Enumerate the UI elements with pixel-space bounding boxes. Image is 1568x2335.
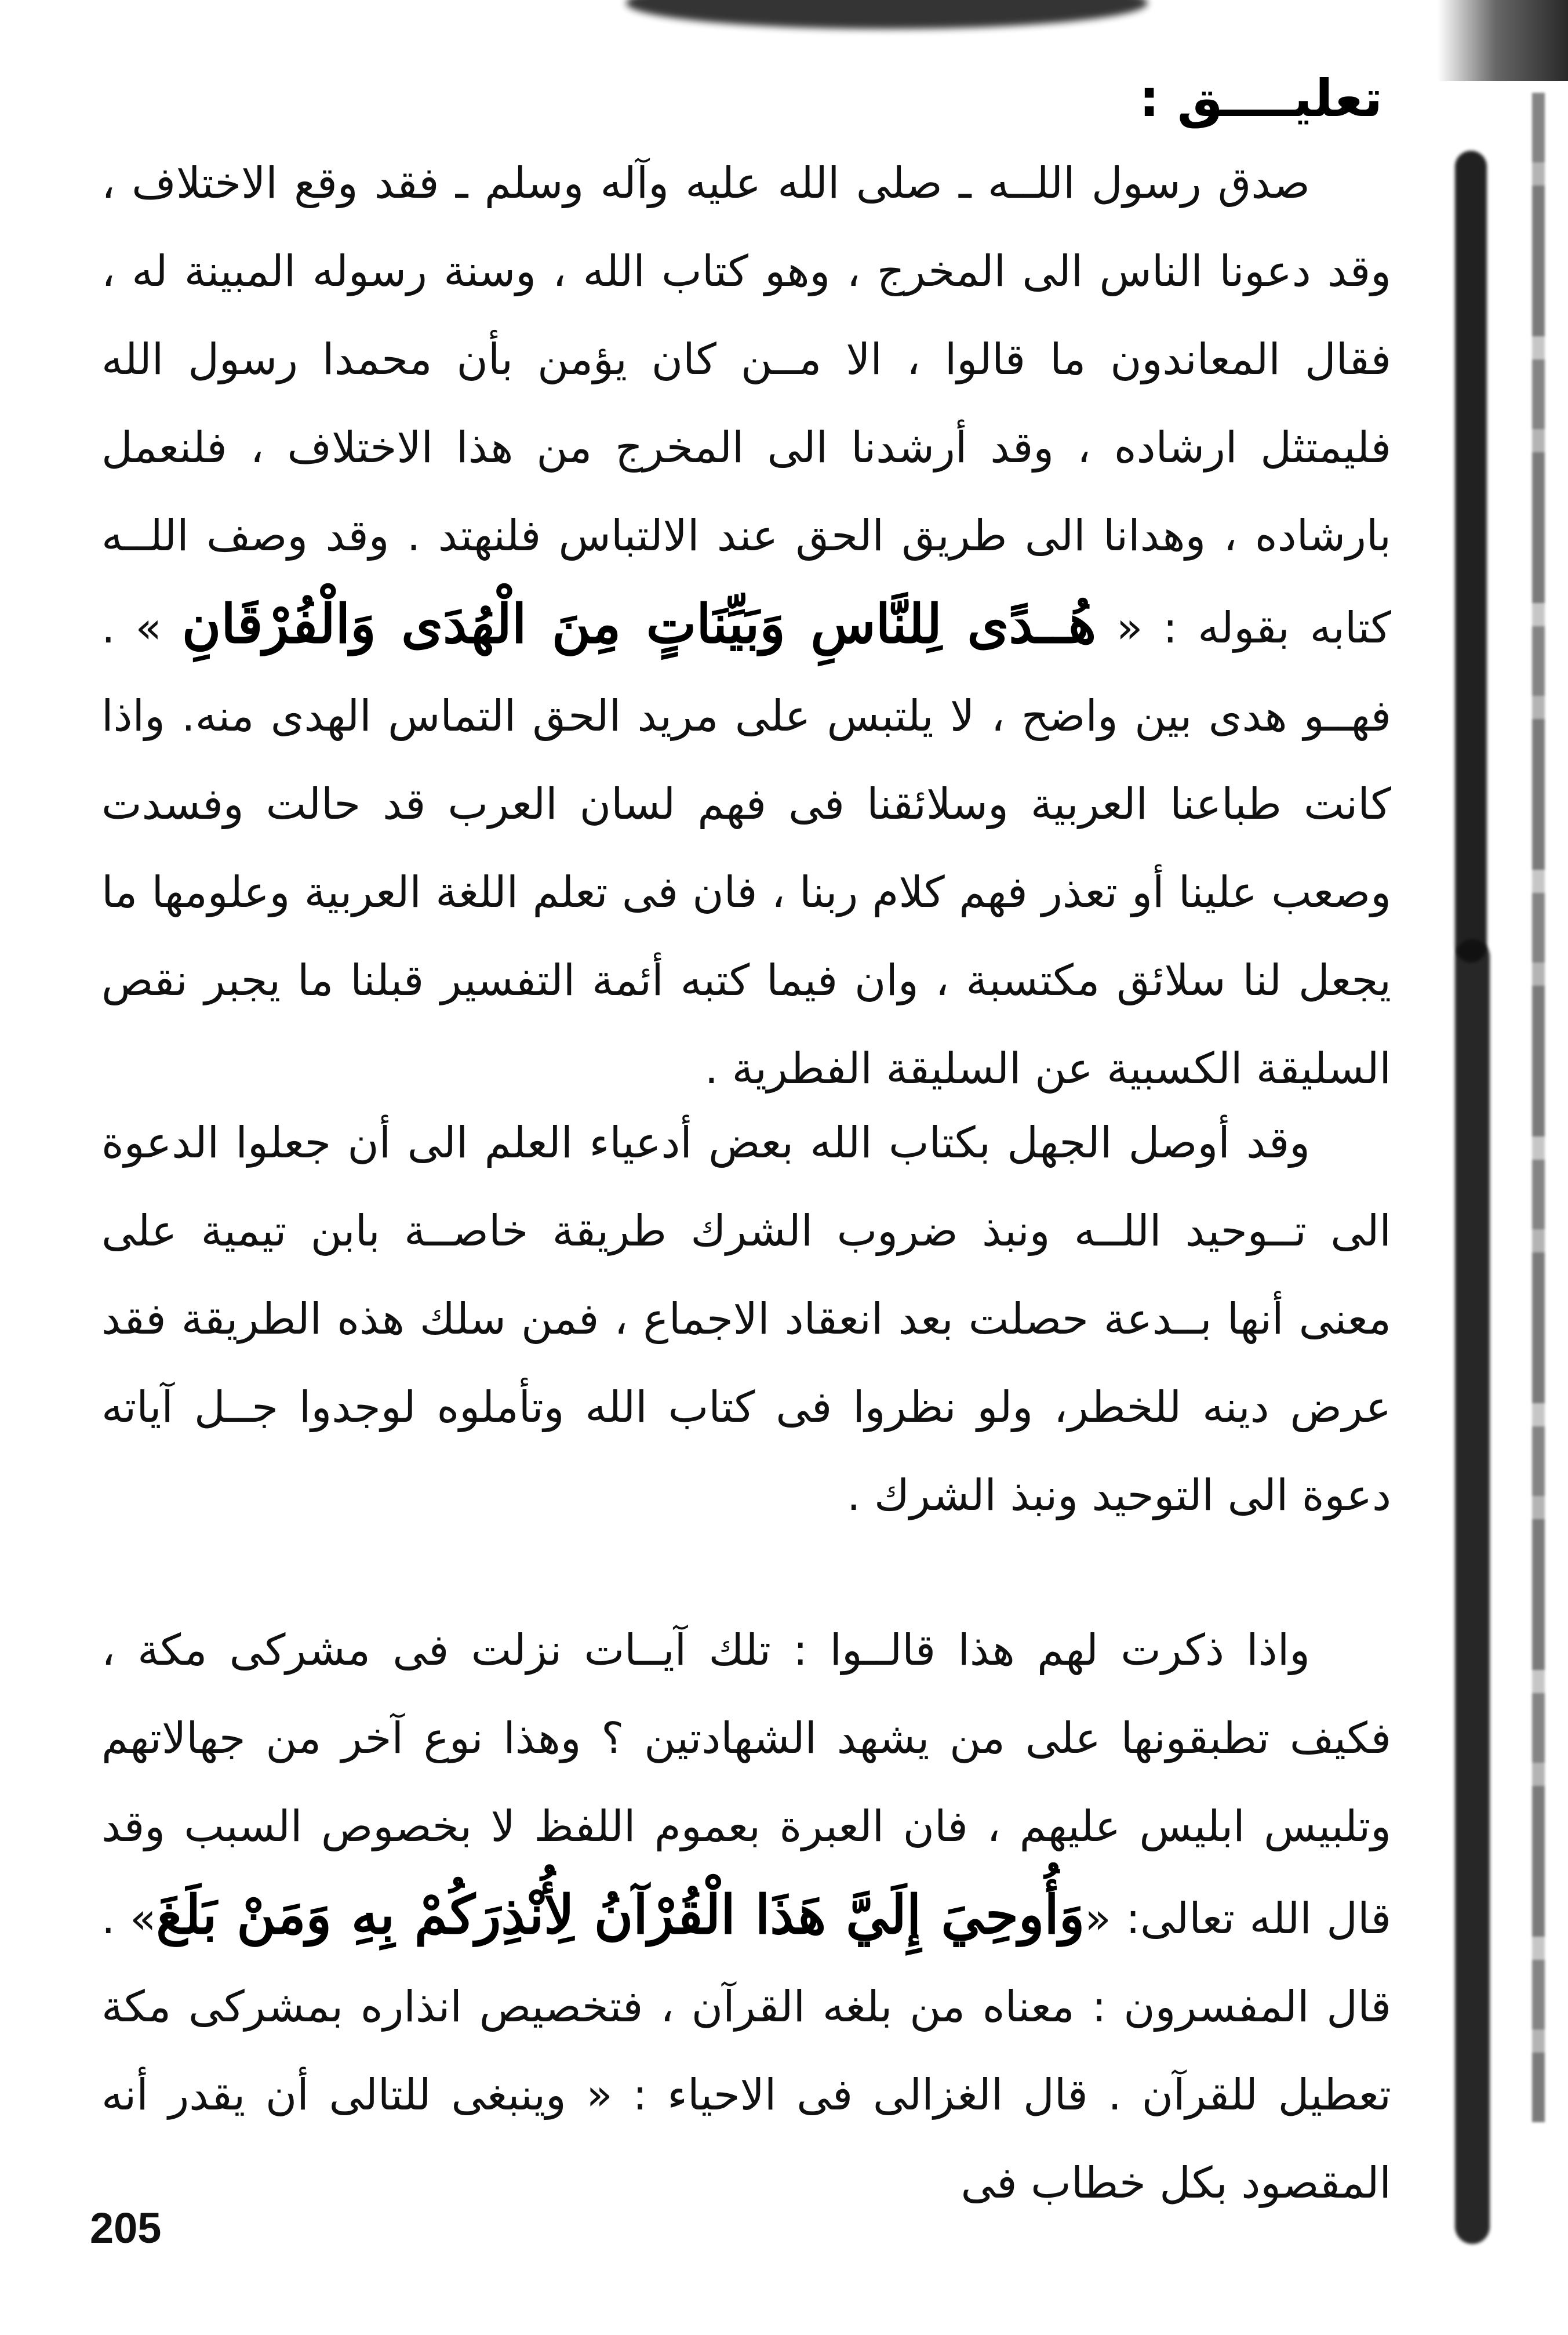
- scan-binding-shadow: [1532, 93, 1545, 2122]
- quran-verse-2: وَأُوحِيَ إِلَيَّ هَذَا الْقُرْآنُ لِأُنْذِرَكُمْ بِهِ وَمَنْ بَلَغَ: [156, 1883, 1085, 1946]
- paragraph-3-text-after: » . قال المفسرون : معناه من بلغه القرآن ، فتخصيص انذاره بمشركى مكة تعطيل للقرآن . قال الغزالى فى الاحياء : « وينبغى للتالى أن يقدر أنه المقصود بكل خطاب فى: [101, 1894, 1391, 2208]
- paragraph-2: وقد أوصل الجهل بكتاب الله بعض أدعياء العلم الى أن جعلوا الدعوة الى تــوحيد اللــه ونبذ ضروب الشرك طريقة خاصــة بابن تيمية على معنى أنها بــدعة حصلت بعد انعقاد الاجماع ، فمن سلك هذه الطريقة فقد عرض دينه للخطر، ولو نظروا فى كتاب الله وتأملوه لوجدوا جــل آياته دعوة الى التوحيد ونبذ الشرك .: [101, 1118, 1391, 1520]
- scan-binding-mark-upper: [1455, 151, 1487, 963]
- page-number: 205: [90, 2204, 162, 2252]
- paragraph-3: [101, 1606, 1391, 2227]
- scan-smudge-corner: [1438, 0, 1568, 81]
- paragraph-1-text-after: » . فهــو هدى بين واضح ، لا يلتبس على مريد الحق التماس الهدى منه. واذا كانت طباعنا العربية وسلائقنا فى فهم لسان العرب قد حالت وفسدت وصعب علينا أو تعذر فهم كلام ربنا ، فان فى تعلم اللغة العربية وعلومها ما يجعل لنا سلائق مكتسبة ، وان فيما كتبه أئمة التفسير قبلنا ما يجبر نقص السليقة الكسبية عن السليقة الفطرية .: [101, 603, 1391, 1094]
- scan-binding-mark-lower: [1455, 939, 1490, 2244]
- section-heading: تعليــــق :: [1138, 68, 1383, 128]
- paragraph-3-text-before: واذا ذكرت لهم هذا قالــوا : تلك آيــات نزلت فى مشركى مكة ، فكيف تطبقونها على من يشهد الشهادتين ؟ وهذا نوع آخر من جهالاتهم وتلبيس ابليس عليهم ، فان العبرة بعموم اللفظ لا بخصوص السبب وقد قال الله تعالى: «: [101, 1625, 1391, 1944]
- scan-smudge-top: [626, 0, 1148, 29]
- paragraph-1-text-before: صدق رسول اللــه ـ صلى الله عليه وآله وسلم ـ فقد وقع الاختلاف ، وقد دعونا الناس الى المخرج ، وهو كتاب الله ، وسنة رسوله المبينة له ، فقال المعاندون ما قالوا ، الا مــن كان يؤمن بأن محمدا رسول الله فليمتثل ارشاده ، وقد أرشدنا الى المخرج من هذا الاختلاف ، فلنعمل بارشاده ، وهدانا الى طريق الحق عند الالتباس فلنهتد . وقد وصف اللــه كتابه بقوله : «: [101, 158, 1392, 653]
- quran-verse-1: هُــدًى لِلنَّاسِ وَبَيِّنَاتٍ مِنَ الْهُدَى وَالْفُرْقَانِ: [181, 593, 1097, 655]
- paragraph-1: [101, 139, 1391, 1113]
